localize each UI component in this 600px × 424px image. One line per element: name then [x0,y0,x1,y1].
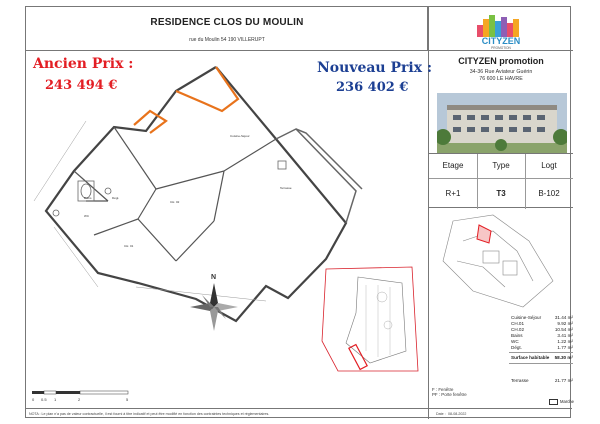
marche-icon [549,399,558,405]
compass-rose [190,274,238,331]
surface-habitable: Surface habitable 58.30 m² [511,355,573,360]
lot-header-type: Type [492,161,510,170]
site-plan [322,267,418,371]
surface-terrasse: Terrasse 21.77 m² [511,378,573,383]
building-photo [437,93,567,153]
promoter-block [429,51,573,95]
footer-note: NOTA : Le plan n'a pas de valeur contractuelle, il est fourni à titre indicatif et peut être modifié en fonction des contraintes techniques et réglementaires. [29,412,270,416]
room-label-cuisine: Cuisine-Séjour [230,134,250,138]
room-label-wc: WC [84,214,89,218]
promoter-address-line1: 34-36 Rue Aviateur Guérin [469,69,533,75]
footer-date: 08-08-2022 [448,412,467,416]
title-block [26,7,428,51]
old-price-label: Ancien Prix : [33,56,134,72]
key-plan [433,211,569,311]
footer-date-label: Date : [436,412,446,416]
residence-address: rue du Moulin 54 190 VILLERUPT [189,37,265,43]
svg-text:0: 0 [32,397,35,402]
svg-text:2: 2 [78,397,81,402]
lot-value-type: T3 [496,189,506,198]
lot-table [429,153,573,208]
cityzen-logo [429,7,573,51]
compass-north-label: N [211,274,217,281]
lot-value-logt: B-102 [538,189,560,198]
promoter-name: CITYZEN promotion [458,56,544,66]
room-label-ch2: CH. 02 [170,200,180,204]
floor-plan [26,51,428,408]
new-price-value: 236 402 € [336,80,409,95]
svg-text:5: 5 [126,397,129,402]
svg-text:1: 1 [54,397,57,402]
logo-sub: PROMOTION [491,46,511,50]
residence-title: RESIDENCE CLOS DU MOULIN [150,17,304,28]
old-price-value: 243 494 € [45,78,118,93]
logo-brand: CITYZEN [481,36,521,46]
marche-label: Marche [560,399,574,404]
lot-header-logt: Logt [541,161,557,170]
footer [26,408,572,419]
promoter-address-line2: 76 600 LE HAVRE [479,76,523,82]
room-label-degt: Dégt. [112,196,120,200]
legend: F : Fenêtre PF : Porte fenêtre [432,387,467,397]
scale-bar [32,391,129,402]
room-label-ch1: CH. 01 [124,244,134,248]
room-label-terrasse: Terrasse [280,186,292,190]
lot-value-etage: R+1 [445,189,461,198]
room-label-bains: Bains [84,196,92,200]
lot-header-etage: Etage [442,161,464,170]
info-panel: CITYZEN PROMOTION CITYZEN promotion 34-36 Rue Aviateur Guérin 76 600 LE HAVRE Etage Type Logt R+1 T3 B-102 Cuisine-Séjour 31.44 m² CH.01 9.92 m² CH.02 10.54 m² Bains 3.41 m² WC 1.22 m² Dégt. 1.77 m² Surface habitable 58.30 m² Terrasse 21.77 m² F : Fenêtre PF : Porte fenêtre Marche [428,7,572,419]
svg-text:0.5: 0.5 [41,397,47,402]
new-price-label: Nouveau Prix : [317,60,433,76]
